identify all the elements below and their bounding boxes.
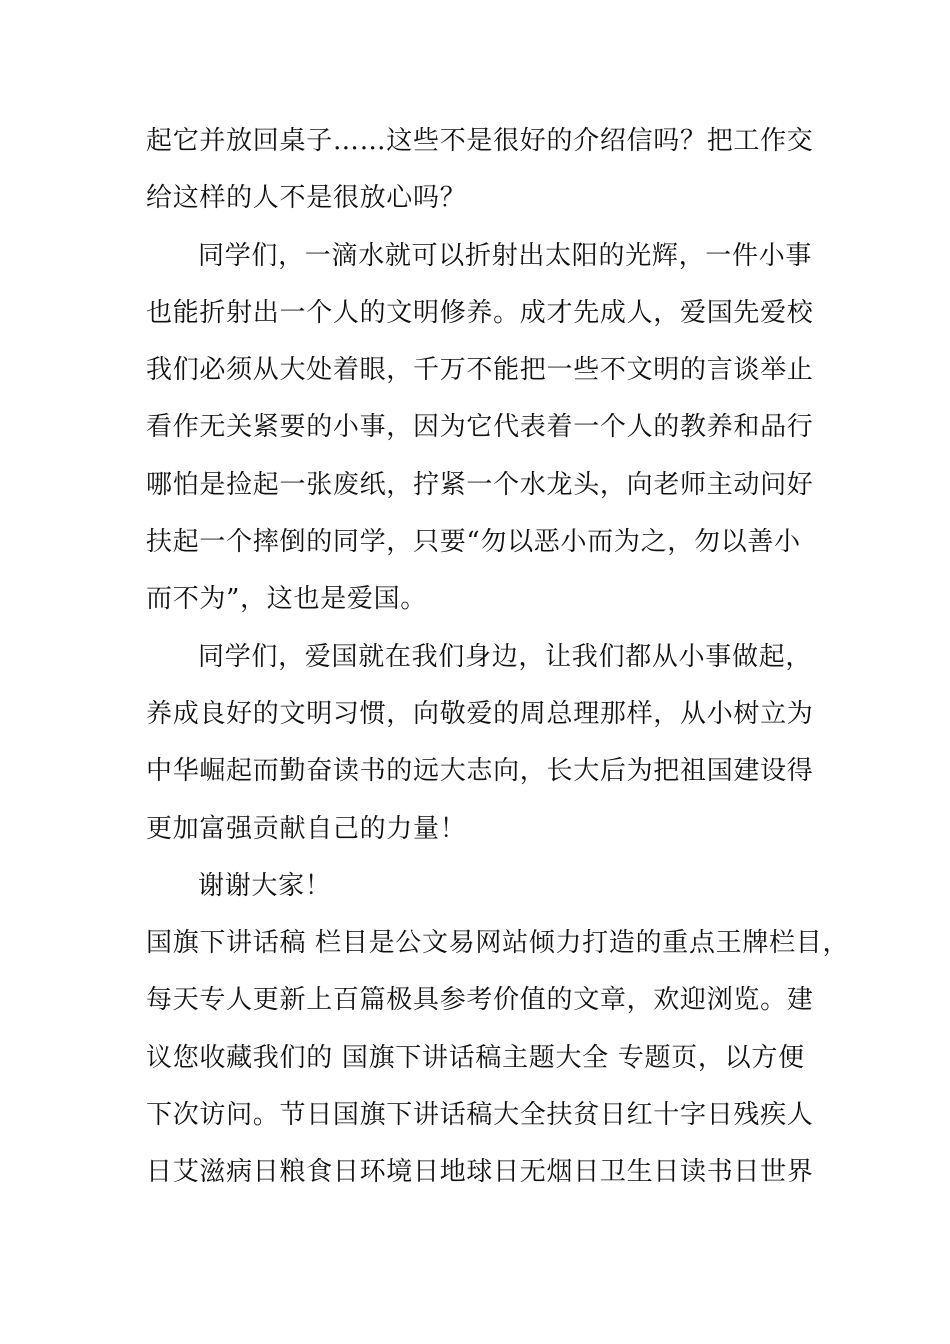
text-line: 养成良好的文明习惯，向敬爱的周总理那样，从小树立为 [146, 698, 814, 729]
text-line: 而不为”，这也是爱国。 [146, 584, 427, 615]
text-line: 中华崛起而勤奋读书的远大志向，长大后为把祖国建设得 [146, 756, 814, 787]
document-body [146, 117, 850, 1206]
text-line: 看作无关紧要的小事，因为它代表着一个人的教养和品行 [146, 412, 814, 443]
text-line: 议您收藏我们的 国旗下讲话稿主题大全 专题页，以方便 [146, 1042, 805, 1073]
text-line: 下次访问。节日国旗下讲话稿大全扶贫日红十字日残疾人 [146, 1100, 814, 1131]
text-line: 起它并放回桌子……这些不是很好的介绍信吗？把工作交 [146, 126, 814, 156]
text-line: 同学们，爱国就在我们身边，让我们都从小事做起， [198, 641, 813, 672]
text-line: 每天专人更新上百篇极具参考价值的文章，欢迎浏览。建 [146, 985, 814, 1016]
text-line: 哪怕是捡起一张废纸，拧紧一个水龙头，向老师主动问好 [146, 469, 814, 500]
text-line: 谢谢大家！ [198, 870, 332, 901]
text-line: 扶起一个摔倒的同学，只要“勿以恶小而为之，勿以善小 [146, 527, 801, 558]
text-line: 也能折射出一个人的文明修养。成才先成人，爱国先爱校 [146, 297, 814, 328]
text-line: 同学们，一滴水就可以折射出太阳的光辉，一件小事 [198, 240, 813, 271]
text-line: 日艾滋病日粮食日环境日地球日无烟日卫生日读书日世界 [146, 1157, 814, 1188]
text-line: 国旗下讲话稿 栏目是公文易网站倾力打造的重点王牌栏目， [146, 928, 850, 959]
text-line: 更加富强贡献自己的力量！ [146, 813, 467, 844]
text-line: 给这样的人不是很放心吗？ [146, 183, 467, 214]
text-line: 我们必须从大处着眼，千万不能把一些不文明的言谈举止 [146, 355, 814, 386]
